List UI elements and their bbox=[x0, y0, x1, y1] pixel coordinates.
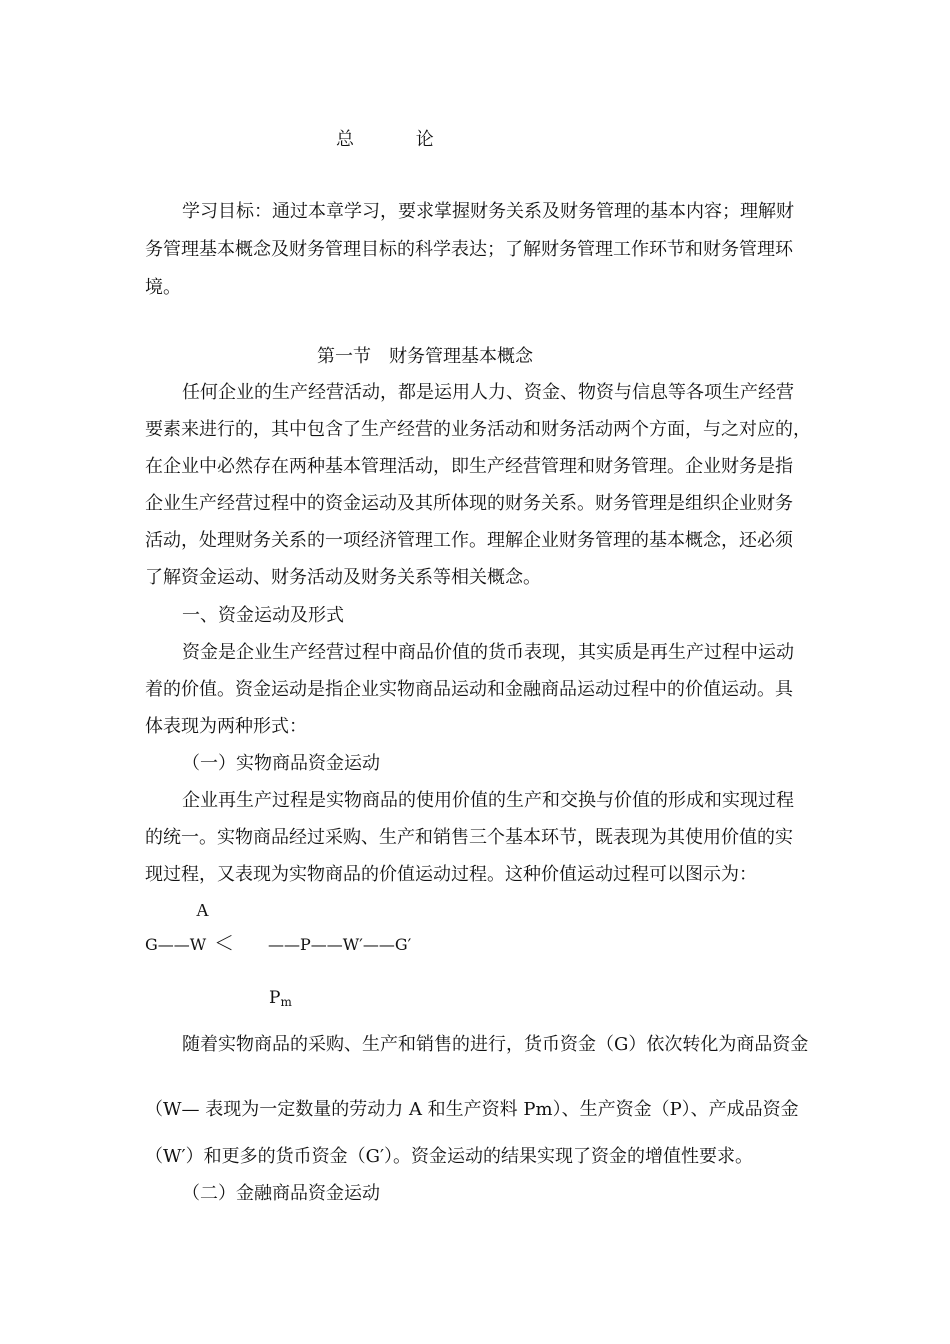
paragraph-line: 要素来进行的，其中包含了生产经营的业务活动和财务活动两个方面，与之对应的， bbox=[145, 419, 811, 440]
paragraph-line: 企业生产经营过程中的资金运动及其所体现的财务关系。财务管理是组织企业财务 bbox=[145, 493, 793, 514]
subheading: （二）金融商品资金运动 bbox=[182, 1183, 380, 1204]
paragraph-line: （W— 表现为一定数量的劳动力 A 和生产资料 Pm）、生产资金（P）、产成品资金 bbox=[145, 1099, 799, 1120]
subheading: （一）实物商品资金运动 bbox=[182, 753, 380, 774]
learning-goal-line: 境。 bbox=[145, 277, 181, 298]
chapter-title: 总 论 bbox=[336, 129, 462, 150]
paragraph-line: 着的价值。资金运动是指企业实物商品运动和金融商品运动过程中的价值运动。具 bbox=[145, 679, 793, 700]
formula-branch-symbol: ＜ bbox=[214, 931, 234, 955]
paragraph-line: 体表现为两种形式： bbox=[145, 716, 307, 737]
formula-left-part: G——W bbox=[145, 935, 207, 954]
subheading: 一、资金运动及形式 bbox=[182, 605, 344, 626]
learning-goal-line: 学习目标：通过本章学习，要求掌握财务关系及财务管理的基本内容；理解财 bbox=[182, 201, 794, 222]
paragraph-line: 资金是企业生产经营过程中商品价值的货币表现，其实质是再生产过程中运动 bbox=[182, 642, 794, 663]
paragraph-line: 随着实物商品的采购、生产和销售的进行，货币资金（G）依次转化为商品资金 bbox=[182, 1034, 809, 1055]
formula-bottom-subscript: m bbox=[280, 995, 292, 1009]
paragraph-line: 在企业中必然存在两种基本管理活动，即生产经营管理和财务管理。企业财务是指 bbox=[145, 456, 793, 477]
paragraph-line: 活动，处理财务关系的一项经济管理工作。理解企业财务管理的基本概念，还必须 bbox=[145, 530, 793, 551]
section-title: 第一节 财务管理基本概念 bbox=[317, 346, 533, 367]
paragraph-line: 现过程，又表现为实物商品的价值运动过程。这种价值运动过程可以图示为： bbox=[145, 864, 757, 885]
paragraph-line: 了解资金运动、财务活动及财务关系等相关概念。 bbox=[145, 567, 541, 588]
formula-bottom-label bbox=[269, 986, 292, 1014]
formula-top-label: A bbox=[196, 900, 209, 920]
paragraph-line: 的统一。实物商品经过采购、生产和销售三个基本环节，既表现为其使用价值的实 bbox=[145, 827, 793, 848]
learning-goal-line: 务管理基本概念及财务管理目标的科学表达；了解财务管理工作环节和财务管理环 bbox=[145, 239, 793, 260]
paragraph-line: 企业再生产过程是实物商品的使用价值的生产和交换与价值的形成和实现过程 bbox=[182, 790, 794, 811]
formula-right-part: ——P——W′——G′ bbox=[268, 935, 412, 954]
paragraph-line: （W′）和更多的货币资金（G′）。资金运动的结果实现了资金的增值性要求。 bbox=[145, 1146, 754, 1167]
formula-bottom-base: P bbox=[269, 988, 281, 1008]
paragraph-line: 任何企业的生产经营活动，都是运用人力、资金、物资与信息等各项生产经营 bbox=[182, 382, 794, 403]
